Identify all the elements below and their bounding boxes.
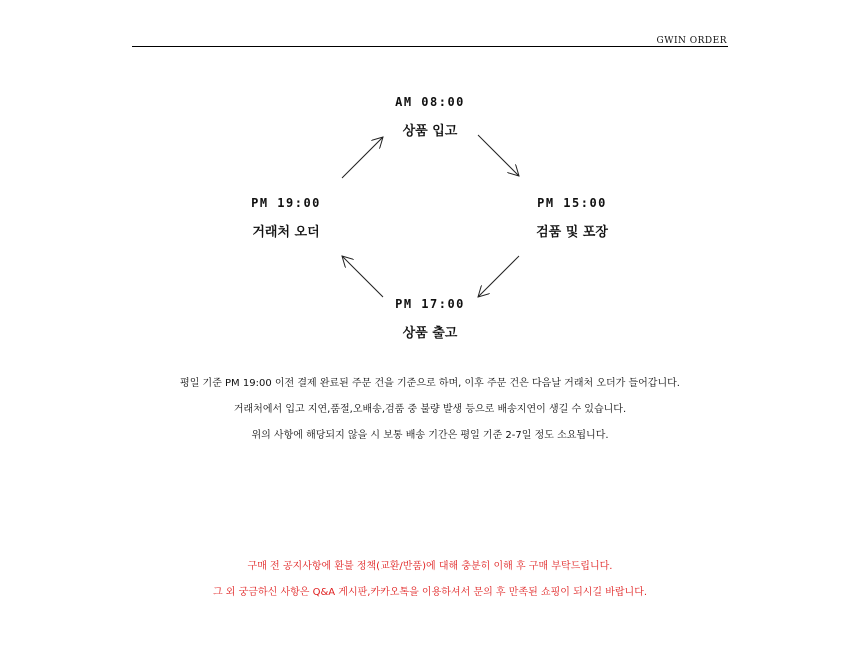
cycle-step-inspection — [482, 196, 662, 240]
warning-line: 그 외 궁금하신 사항은 Q&A 게시판,카카오톡을 이용하셔서 문의 후 만족된 쇼핑이 되시길 바랍니다. — [212, 587, 648, 598]
step-label: 검품 및 포장 — [536, 225, 608, 240]
step-label: 거래처 오더 — [252, 225, 320, 240]
cycle-step-shipping — [340, 297, 520, 341]
step-label: 상품 출고 — [402, 326, 458, 341]
warning-line: 구매 전 공지사항에 환불 정책(교환/반품)에 대해 충분히 이해 후 구매 부탁드립니다. — [247, 561, 613, 572]
notice-line: 위의 사항에 해당되지 않을 시 보통 배송 기간은 평일 기준 2-7일 정도 소요됩니다. — [251, 430, 609, 441]
step-time: PM 19:00 — [251, 196, 321, 210]
step-time: AM 08:00 — [395, 95, 465, 109]
arrow-left-to-top — [342, 137, 383, 178]
step-label: 상품 입고 — [402, 124, 458, 139]
arrow-bottom-to-left — [342, 256, 383, 297]
cycle-step-receiving — [340, 95, 520, 139]
notice-line: 거래처에서 입고 지연,품절,오배송,검품 중 불량 발생 등으로 배송지연이 생길 수 있습니다. — [233, 404, 627, 415]
brand-label: GWIN ORDER — [656, 36, 727, 46]
cycle-step-vendor-order — [196, 196, 376, 240]
step-time: PM 15:00 — [537, 196, 607, 210]
step-time: PM 17:00 — [395, 297, 465, 311]
arrow-right-to-bottom — [478, 256, 519, 297]
notice-line: 평일 기준 PM 19:00 이전 결제 완료된 주문 건을 기준으로 하며, 이후 주문 건은 다음날 거래처 오더가 들어갑니다. — [180, 378, 680, 389]
arrow-top-to-right — [478, 135, 519, 176]
